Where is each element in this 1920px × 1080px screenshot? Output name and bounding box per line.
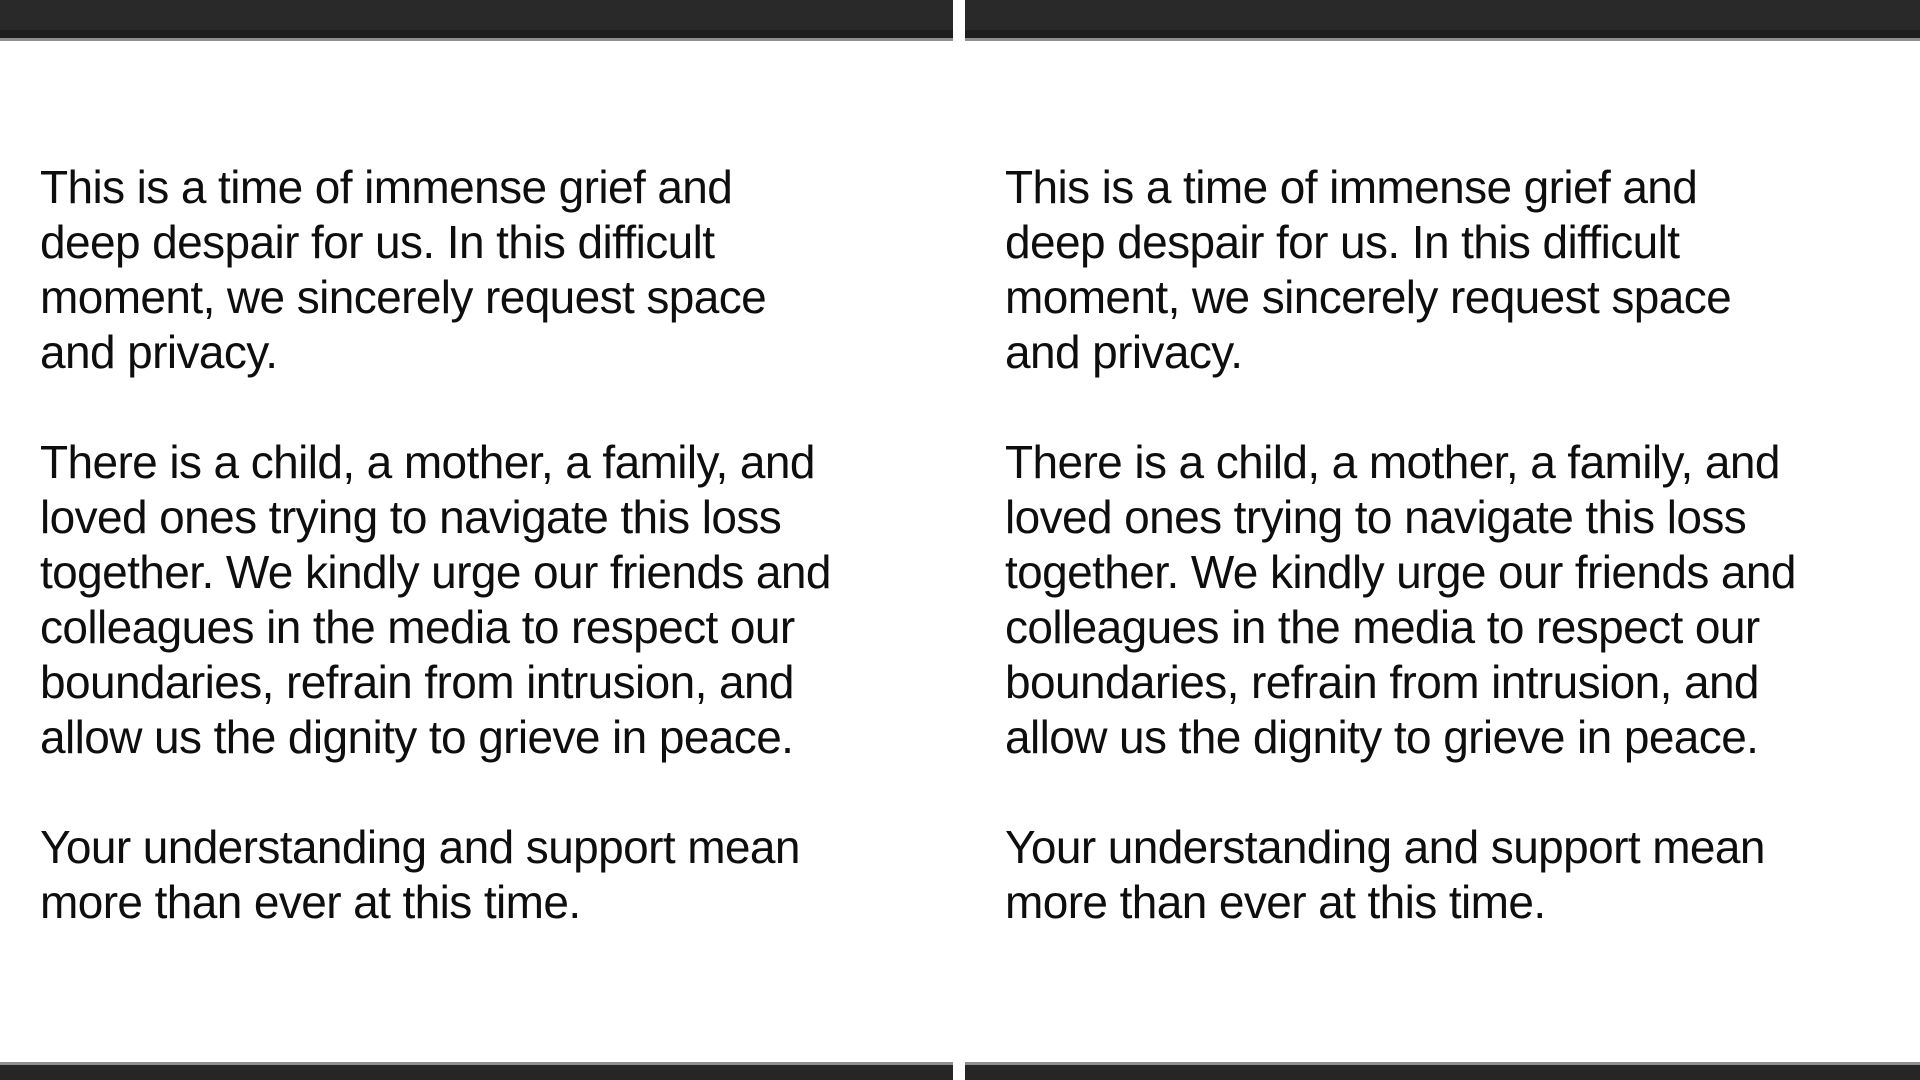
statement-line: There is a child, a mother, a family, and (40, 436, 815, 488)
statement-line: This is a time of immense grief and (40, 161, 733, 213)
statement-panel-left (0, 0, 953, 1080)
statement-paragraph (1005, 820, 1910, 930)
statement-line: colleagues in the media to respect our (40, 601, 795, 653)
statement-line: more than ever at this time. (1005, 876, 1546, 928)
letterbox-bottom-bar (0, 1062, 953, 1080)
statement-text-block (965, 41, 1920, 1062)
statement-line: Your understanding and support mean (1005, 821, 1765, 873)
statement-paragraph (40, 160, 943, 380)
letterbox-top-bar (965, 0, 1920, 41)
statement-paragraph (40, 435, 943, 765)
statement-line: moment, we sincerely request space (40, 271, 767, 323)
statement-panel-right (965, 0, 1920, 1080)
statement-line: Your understanding and support mean (40, 821, 800, 873)
statement-line: deep despair for us. In this difficult (40, 216, 715, 268)
statement-line: deep despair for us. In this difficult (1005, 216, 1680, 268)
statement-paragraph (1005, 435, 1910, 765)
statement-line: loved ones trying to navigate this loss (1005, 491, 1747, 543)
statement-line: allow us the dignity to grieve in peace. (40, 711, 794, 763)
statement-line: loved ones trying to navigate this loss (40, 491, 782, 543)
letterbox-bottom-bar (965, 1062, 1920, 1080)
statement-line: together. We kindly urge our friends and (40, 546, 831, 598)
statement-line: and privacy. (40, 326, 278, 378)
statement-line: This is a time of immense grief and (1005, 161, 1698, 213)
statement-line: allow us the dignity to grieve in peace. (1005, 711, 1759, 763)
statement-line: boundaries, refrain from intrusion, and (40, 656, 794, 708)
letterbox-top-bar (0, 0, 953, 41)
statement-line: moment, we sincerely request space (1005, 271, 1732, 323)
panel-divider (953, 0, 965, 1080)
statement-line: colleagues in the media to respect our (1005, 601, 1760, 653)
statement-paragraph (40, 820, 943, 930)
statement-line: There is a child, a mother, a family, and (1005, 436, 1780, 488)
statement-line: more than ever at this time. (40, 876, 581, 928)
statement-text-block (0, 41, 953, 1062)
statement-line: together. We kindly urge our friends and (1005, 546, 1796, 598)
statement-line: and privacy. (1005, 326, 1243, 378)
statement-paragraph (1005, 160, 1910, 380)
statement-line: boundaries, refrain from intrusion, and (1005, 656, 1759, 708)
